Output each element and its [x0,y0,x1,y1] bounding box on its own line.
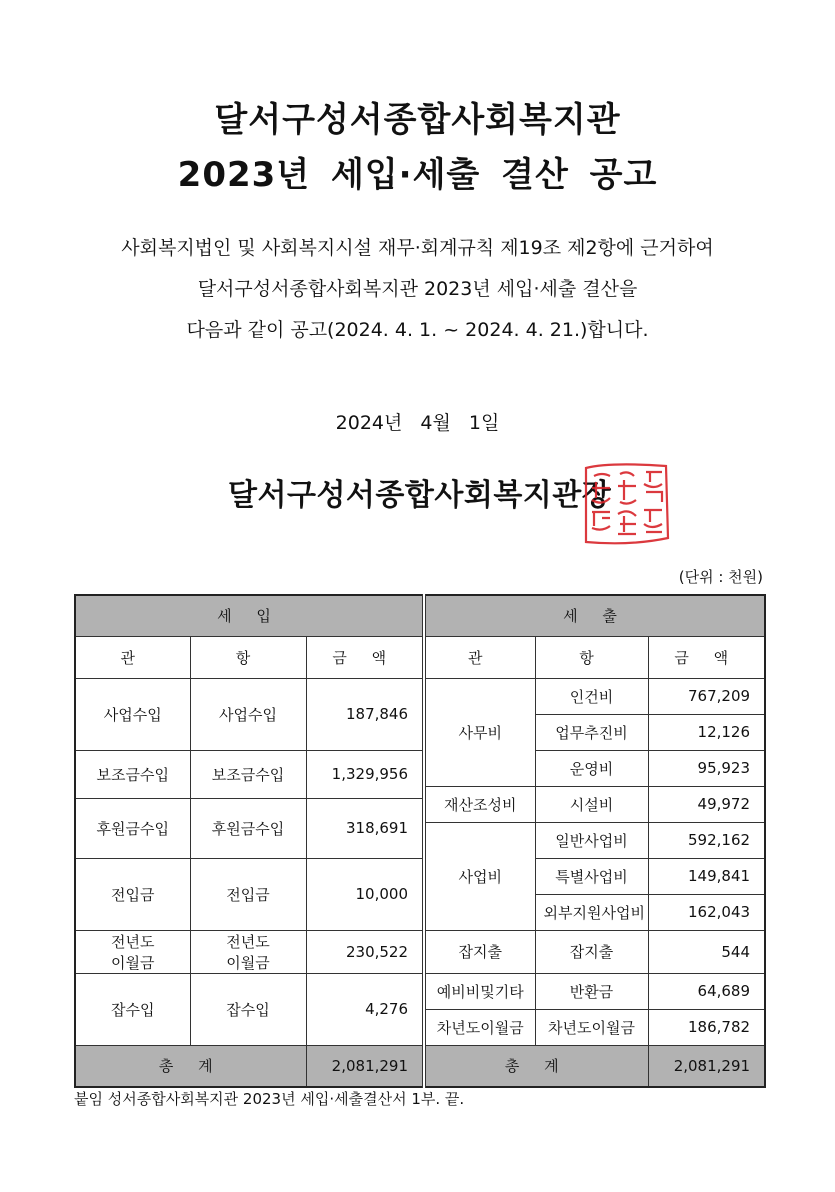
expense-section-header: 세 출 [424,595,765,636]
expense-gwan: 차년도이월금 [424,1009,535,1045]
income-col-gwan: 관 [75,636,190,678]
expense-total-amount: 2,081,291 [648,1045,765,1087]
income-hang: 전입금 [190,858,306,930]
expense-hang: 인건비 [535,678,648,714]
income-hang: 사업수입 [190,678,306,750]
income-hang: 후원금수입 [190,798,306,858]
expense-amount: 186,782 [648,1009,765,1045]
income-section-header: 세 입 [75,595,424,636]
intro-paragraph [0,228,835,351]
expense-hang: 외부지원사업비 [535,894,648,930]
expense-gwan: 재산조성비 [424,786,535,822]
expense-hang: 일반사업비 [535,822,648,858]
expense-hang: 운영비 [535,750,648,786]
expense-amount: 95,923 [648,750,765,786]
expense-amount: 49,972 [648,786,765,822]
income-gwan-line: 이월금 [111,953,155,972]
official-seal-stamp [580,458,672,548]
income-col-hang: 항 [190,636,306,678]
intro-line: 다음과 같이 공고(2024. 4. 1. ~ 2024. 4. 21.)합니다. [186,319,649,341]
attachment-note: 붙임 성서종합사회복지관 2023년 세입·세출결산서 1부. 끝. [74,1090,465,1108]
income-amount: 230,522 [306,930,424,973]
income-total-amount: 2,081,291 [306,1045,424,1087]
income-amount: 1,329,956 [306,750,424,798]
expense-amount: 64,689 [648,973,765,1009]
expense-hang: 특별사업비 [535,858,648,894]
title-line1: 달서구성서종합사회복지관 [214,100,621,140]
income-amount: 4,276 [306,973,424,1045]
settlement-table [74,594,766,1088]
expense-gwan: 사무비 [424,678,535,786]
income-gwan: 후원금수입 [75,798,190,858]
income-amount: 187,846 [306,678,424,750]
income-col-amount: 금 액 [306,636,424,678]
intro-line: 달서구성서종합사회복지관 2023년 세입·세출 결산을 [197,278,638,300]
income-gwan: 잡수입 [75,973,190,1045]
income-hang [190,930,306,973]
announcement-date: 2024년 4월 1일 [335,412,500,434]
income-gwan-line: 전년도 [111,932,155,951]
expense-gwan: 예비비및기타 [424,973,535,1009]
intro-line: 사회복지법인 및 사회복지시설 재무·회계규칙 제19조 제2항에 근거하여 [121,237,714,259]
unit-note: (단위 : 천원) [678,568,763,586]
expense-hang: 업무추진비 [535,714,648,750]
expense-hang: 시설비 [535,786,648,822]
income-amount: 10,000 [306,858,424,930]
expense-total-label: 총 계 [424,1045,648,1087]
expense-hang: 차년도이월금 [535,1009,648,1045]
income-total-label: 총 계 [75,1045,306,1087]
signer-name: 달서구성서종합사회복지관장 [228,478,612,513]
income-hang-line: 이월금 [226,953,270,972]
expense-hang: 잡지출 [535,930,648,973]
expense-amount: 149,841 [648,858,765,894]
income-hang: 잡수입 [190,973,306,1045]
expense-amount: 592,162 [648,822,765,858]
title-line2: 2023년 세입·세출 결산 공고 [177,155,658,195]
expense-gwan: 사업비 [424,822,535,930]
income-gwan: 보조금수입 [75,750,190,798]
expense-col-gwan: 관 [424,636,535,678]
expense-amount: 162,043 [648,894,765,930]
income-gwan: 전입금 [75,858,190,930]
income-gwan: 사업수입 [75,678,190,750]
expense-amount: 12,126 [648,714,765,750]
income-hang: 보조금수입 [190,750,306,798]
expense-gwan: 잡지출 [424,930,535,973]
expense-col-hang: 항 [535,636,648,678]
income-amount: 318,691 [306,798,424,858]
income-gwan [75,930,190,973]
expense-amount: 544 [648,930,765,973]
expense-amount: 767,209 [648,678,765,714]
expense-hang: 반환금 [535,973,648,1009]
income-hang-line: 전년도 [226,932,270,951]
expense-col-amount: 금 액 [648,636,765,678]
